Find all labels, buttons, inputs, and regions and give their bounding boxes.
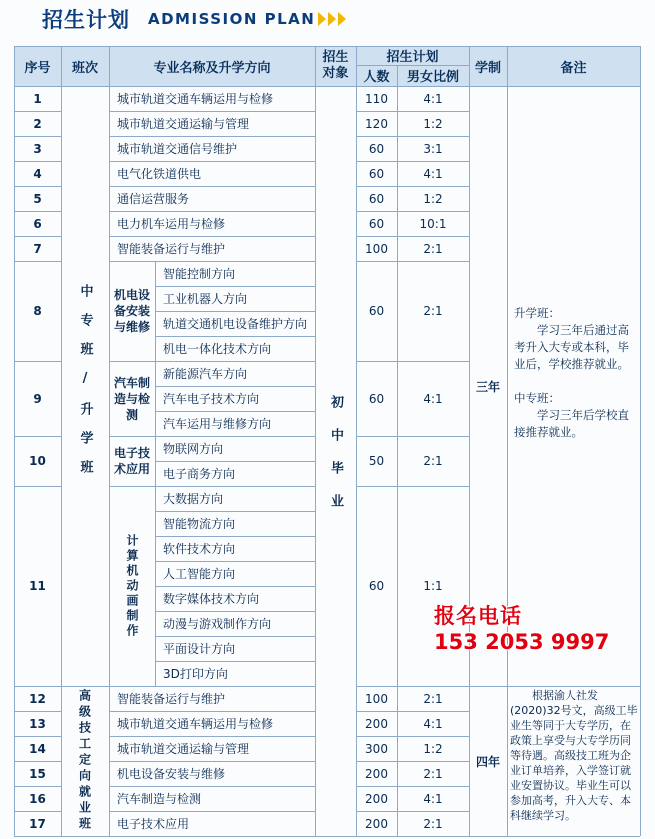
col-count: 人数 xyxy=(363,70,390,85)
group-direction: 智能物流方向 xyxy=(163,517,236,531)
page-subtitle: ADMISSION PLAN xyxy=(148,10,316,28)
phone-number[interactable]: 153 2053 9997 xyxy=(434,630,610,654)
senior-row-seq: 13 xyxy=(29,716,46,731)
duration-three: 三年 xyxy=(475,379,500,394)
row-count: 60 xyxy=(368,191,385,206)
grid-line xyxy=(61,686,109,687)
col-class: 班次 xyxy=(71,60,98,76)
row-ratio: 2:1 xyxy=(423,241,443,256)
group-direction: 机电一体化技术方向 xyxy=(163,342,272,356)
target-label: 初中毕业 xyxy=(328,395,343,527)
row-count: 60 xyxy=(368,216,385,231)
senior-row-seq: 16 xyxy=(29,791,46,806)
senior-row-count: 200 xyxy=(365,716,388,731)
row-ratio: 3:1 xyxy=(423,141,443,156)
group-count: 50 xyxy=(368,454,385,468)
row-major: 通信运营服务 xyxy=(117,192,190,206)
row-seq: 5 xyxy=(33,191,42,206)
group-direction: 汽车运用与维修方向 xyxy=(163,417,272,431)
group-category: 电子技术应用 xyxy=(113,446,150,476)
row-major: 电力机车运用与检修 xyxy=(117,217,226,231)
page-title: 招生计划 xyxy=(42,8,130,32)
group-direction: 数字媒体技术方向 xyxy=(163,592,260,606)
notes-four-year: 根据渝人社发(2020)32号文，高级工毕业生等同于大专学历，在政策上享受与大专学历同等待遇。高级技工班为企业订单培养，入学签订就业安置协议。毕业生可以参加高考，升入大专、本科继续学习。 xyxy=(510,689,638,822)
row-ratio: 1:2 xyxy=(423,191,443,206)
row-major: 城市轨道交通信号维护 xyxy=(117,142,238,156)
duration-four: 四年 xyxy=(475,754,500,769)
row-seq: 7 xyxy=(33,241,42,256)
grid-line xyxy=(507,46,508,836)
row-seq: 6 xyxy=(33,216,42,231)
group-direction: 轨道交通机电设备维护方向 xyxy=(163,317,308,331)
senior-row-count: 200 xyxy=(365,816,388,831)
note-middle-text: 学习三年后学校直接推荐就业。 xyxy=(514,408,629,439)
group-count: 60 xyxy=(368,391,385,406)
senior-row-seq: 12 xyxy=(29,691,46,706)
group-category: 汽车制造与检测 xyxy=(113,375,150,422)
group-seq: 8 xyxy=(33,304,42,318)
group-count: 60 xyxy=(368,579,385,593)
grid-line xyxy=(356,65,469,66)
senior-row-major: 汽车制造与检测 xyxy=(117,792,202,806)
group-direction: 平面设计方向 xyxy=(163,642,236,656)
row-count: 60 xyxy=(368,166,385,181)
row-count: 110 xyxy=(365,91,388,106)
row-seq: 4 xyxy=(33,166,42,181)
group-direction: 3D打印方向 xyxy=(163,667,228,681)
class-senior-label: 高级技工定向就业班 xyxy=(77,689,92,833)
senior-row-ratio: 4:1 xyxy=(423,791,443,806)
group-ratio: 4:1 xyxy=(423,391,443,406)
col-notes: 备注 xyxy=(560,60,587,76)
group-direction: 动漫与游戏制作方向 xyxy=(163,617,272,631)
group-seq: 11 xyxy=(29,579,46,593)
group-direction: 大数据方向 xyxy=(163,492,224,506)
senior-row-ratio: 2:1 xyxy=(423,766,443,781)
group-count: 60 xyxy=(368,304,385,318)
row-count: 120 xyxy=(365,116,388,131)
col-target-line1: 招生 xyxy=(322,50,349,65)
senior-row-ratio: 2:1 xyxy=(423,816,443,831)
row-ratio: 4:1 xyxy=(423,91,443,106)
group-category: 计算机动画制作 xyxy=(125,533,139,639)
notes-three-year xyxy=(514,305,636,441)
senior-row-count: 200 xyxy=(365,766,388,781)
row-seq: 3 xyxy=(33,141,42,156)
col-target-line2: 对象 xyxy=(322,66,349,81)
col-target xyxy=(315,46,356,86)
grid-line xyxy=(14,86,640,87)
group-direction: 智能控制方向 xyxy=(163,267,236,281)
grid-line xyxy=(469,686,640,687)
group-direction: 物联网方向 xyxy=(163,442,224,456)
phone-label: 报名电话 xyxy=(434,604,522,628)
group-direction: 电子商务方向 xyxy=(163,467,236,481)
row-major: 城市轨道交通车辆运用与检修 xyxy=(117,92,274,106)
grid-line xyxy=(14,836,640,837)
col-duration: 学制 xyxy=(474,60,501,76)
senior-row-seq: 14 xyxy=(29,741,46,756)
row-ratio: 4:1 xyxy=(423,166,443,181)
grid-line xyxy=(640,46,641,836)
col-ratio: 男女比例 xyxy=(406,70,459,85)
senior-row-ratio: 2:1 xyxy=(423,691,443,706)
row-major: 智能装备运行与维护 xyxy=(117,242,226,256)
class-middle-label: 中专班/升学班 xyxy=(77,283,93,489)
col-plan: 招生计划 xyxy=(386,50,439,65)
row-count: 100 xyxy=(365,241,388,256)
col-major: 专业名称及升学方向 xyxy=(153,60,271,76)
row-seq: 2 xyxy=(33,116,42,131)
group-direction: 新能源汽车方向 xyxy=(163,367,248,381)
note-middle-title: 中专班： xyxy=(514,391,560,405)
group-seq: 10 xyxy=(29,454,46,468)
row-ratio: 1:2 xyxy=(423,116,443,131)
grid-line xyxy=(61,46,62,836)
note-upgrade-text: 学习三年后通过高考升入大专或本科，毕业后，学校推荐就业。 xyxy=(514,323,629,371)
group-category: 机电设备安装与维修 xyxy=(113,288,150,334)
group-direction: 软件技术方向 xyxy=(163,542,236,556)
senior-row-count: 100 xyxy=(365,691,388,706)
group-seq: 9 xyxy=(33,391,42,406)
group-direction: 工业机器人方向 xyxy=(163,292,248,306)
group-ratio: 2:1 xyxy=(423,304,443,318)
row-major: 城市轨道交通运输与管理 xyxy=(117,117,250,131)
senior-row-seq: 15 xyxy=(29,766,46,781)
col-seq: 序号 xyxy=(24,60,51,76)
row-ratio: 10:1 xyxy=(419,216,447,231)
senior-row-ratio: 4:1 xyxy=(423,716,443,731)
senior-row-major: 机电设备安装与维修 xyxy=(117,767,226,781)
grid-line xyxy=(14,46,640,47)
senior-row-major: 电子技术应用 xyxy=(117,817,190,831)
senior-row-major: 城市轨道交通运输与管理 xyxy=(117,742,250,756)
senior-row-count: 200 xyxy=(365,791,388,806)
group-ratio: 1:1 xyxy=(423,579,443,593)
group-direction: 汽车电子技术方向 xyxy=(163,392,260,406)
grid-line xyxy=(469,46,470,836)
senior-row-count: 300 xyxy=(365,741,388,756)
senior-row-seq: 17 xyxy=(29,816,46,831)
group-direction: 人工智能方向 xyxy=(163,567,236,581)
group-ratio: 2:1 xyxy=(423,454,443,468)
grid-line xyxy=(315,46,316,836)
row-major: 电气化铁道供电 xyxy=(117,167,202,181)
row-count: 60 xyxy=(368,141,385,156)
senior-row-ratio: 1:2 xyxy=(423,741,443,756)
senior-row-major: 城市轨道交通车辆运用与检修 xyxy=(117,717,274,731)
note-upgrade-title: 升学班： xyxy=(514,306,560,320)
senior-row-major: 智能装备运行与维护 xyxy=(117,692,226,706)
row-seq: 1 xyxy=(33,91,42,106)
